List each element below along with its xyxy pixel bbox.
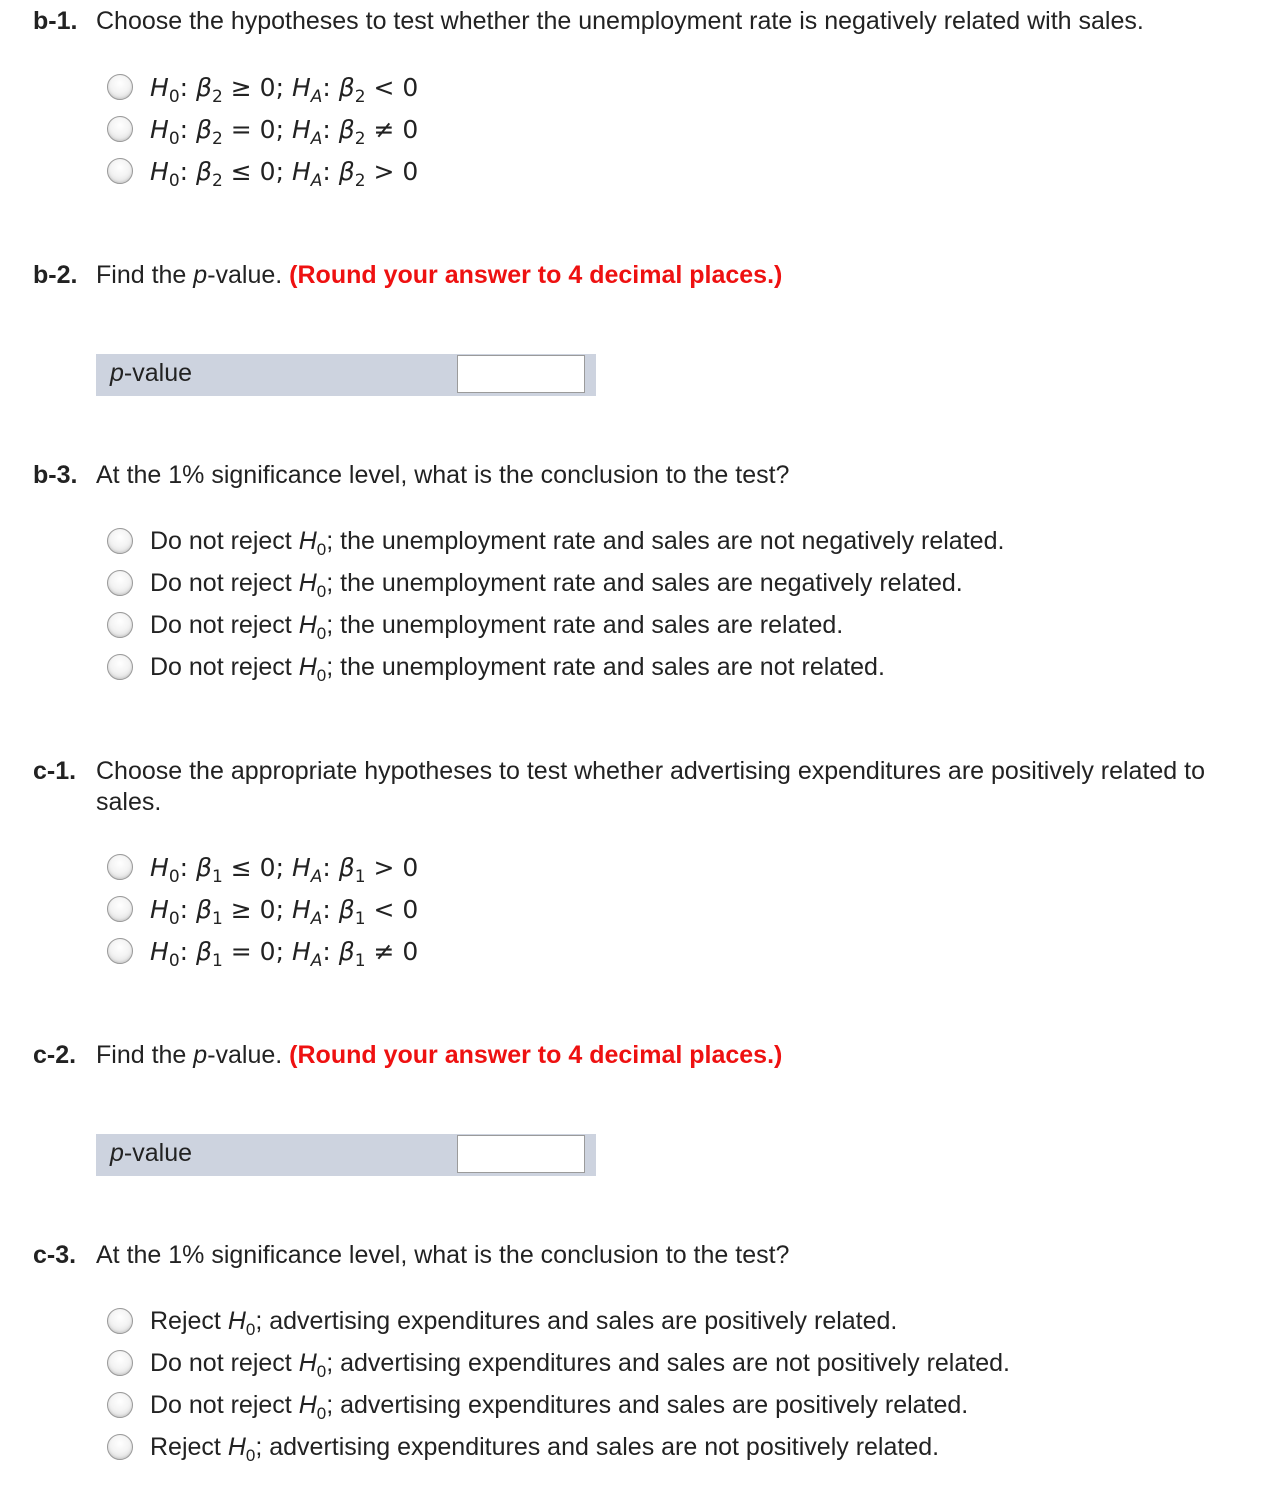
question-c3 — [33, 1240, 1258, 1271]
p-value-input[interactable] — [457, 355, 585, 393]
question-number: b-1. — [33, 7, 78, 35]
conclusion-option[interactable] — [107, 1384, 1010, 1426]
question-number: c-2. — [33, 1041, 77, 1069]
hypothesis-text: $H_0$: $\beta_1 = 0$; $H_A$: $\beta_1 \ne 0$ — [150, 936, 419, 971]
radio-button[interactable] — [107, 1350, 133, 1376]
question-text: Find the p-value. (Round your answer to 4 decimal places.) — [96, 1041, 783, 1069]
conclusion-option[interactable] — [107, 1426, 1010, 1468]
conclusion-option[interactable] — [107, 604, 1004, 646]
conclusion-text: Reject $H_0$; advertising expenditures and sales are positively related. — [150, 1306, 898, 1339]
radio-button[interactable] — [107, 938, 133, 964]
question-number: c-3. — [33, 1241, 77, 1269]
p-value-label: p-value — [110, 359, 192, 387]
conclusion-option[interactable] — [107, 562, 1004, 604]
c1-options — [107, 846, 418, 972]
radio-button[interactable] — [107, 116, 133, 142]
radio-button[interactable] — [107, 528, 133, 554]
conclusion-option[interactable] — [107, 1300, 1010, 1342]
conclusion-text: Do not reject $H_0$; the unemployment rate and sales are not related. — [150, 652, 885, 685]
p-value-label: p-value — [110, 1139, 192, 1167]
c3-options — [107, 1300, 1010, 1468]
hypothesis-text: $H_0$: $\beta_2 \le 0$; $H_A$: $\beta_2 > 0$ — [150, 156, 419, 191]
conclusion-text: Do not reject $H_0$; the unemployment rate and sales are related. — [150, 610, 844, 643]
conclusion-text: Reject $H_0$; advertising expenditures and sales are not positively related. — [150, 1432, 940, 1465]
hypothesis-text: $H_0$: $\beta_1 \ge 0$; $H_A$: $\beta_1 < 0$ — [150, 894, 419, 929]
question-text: At the 1% significance level, what is the conclusion to the test? — [96, 1241, 790, 1269]
hypothesis-text: $H_0$: $\beta_2 \ge 0$; $H_A$: $\beta_2 < 0$ — [150, 72, 419, 107]
hypothesis-text: $H_0$: $\beta_2 = 0$; $H_A$: $\beta_2 \ne 0$ — [150, 114, 419, 149]
radio-button[interactable] — [107, 654, 133, 680]
hypothesis-option[interactable] — [107, 930, 418, 972]
hypothesis-option[interactable] — [107, 888, 418, 930]
radio-button[interactable] — [107, 1308, 133, 1334]
p-value-input[interactable] — [457, 1135, 585, 1173]
conclusion-option[interactable] — [107, 520, 1004, 562]
question-text: At the 1% significance level, what is the conclusion to the test? — [96, 461, 790, 489]
hypothesis-text: $H_0$: $\beta_1 \le 0$; $H_A$: $\beta_1 > 0$ — [150, 852, 419, 887]
radio-button[interactable] — [107, 896, 133, 922]
rounding-instruction: (Round your answer to 4 decimal places.) — [289, 1041, 783, 1069]
question-text: Find the p-value. (Round your answer to 4 decimal places.) — [96, 261, 783, 289]
conclusion-text: Do not reject $H_0$; the unemployment rate and sales are not negatively related. — [150, 526, 1005, 559]
question-c1 — [33, 756, 1258, 818]
conclusion-option[interactable] — [107, 1342, 1010, 1384]
hypothesis-option[interactable] — [107, 108, 418, 150]
question-b2 — [33, 260, 1258, 291]
question-b1 — [33, 6, 1258, 37]
question-text: Choose the hypotheses to test whether the unemployment rate is negatively related with sales. — [96, 7, 1144, 35]
radio-button[interactable] — [107, 854, 133, 880]
question-text: Choose the appropriate hypotheses to test whether advertising expenditures are positively related to sales. — [96, 757, 1205, 816]
question-c2 — [33, 1040, 1258, 1071]
radio-button[interactable] — [107, 74, 133, 100]
b1-options — [107, 66, 418, 192]
radio-button[interactable] — [107, 158, 133, 184]
conclusion-text: Do not reject $H_0$; the unemployment rate and sales are negatively related. — [150, 568, 963, 601]
radio-button[interactable] — [107, 1392, 133, 1418]
question-number: b-3. — [33, 461, 78, 489]
question-number: c-1. — [33, 757, 77, 785]
conclusion-text: Do not reject $H_0$; advertising expenditures and sales are positively related. — [150, 1390, 969, 1423]
radio-button[interactable] — [107, 570, 133, 596]
b3-options — [107, 520, 1004, 688]
conclusion-text: Do not reject $H_0$; advertising expenditures and sales are not positively related. — [150, 1348, 1010, 1381]
rounding-instruction: (Round your answer to 4 decimal places.) — [289, 261, 783, 289]
question-b3 — [33, 460, 1258, 491]
radio-button[interactable] — [107, 1434, 133, 1460]
radio-button[interactable] — [107, 612, 133, 638]
p-value-answer-row — [96, 354, 596, 396]
p-value-answer-row — [96, 1134, 596, 1176]
conclusion-option[interactable] — [107, 646, 1004, 688]
question-number: b-2. — [33, 261, 78, 289]
hypothesis-option[interactable] — [107, 150, 418, 192]
hypothesis-option[interactable] — [107, 846, 418, 888]
hypothesis-option[interactable] — [107, 66, 418, 108]
